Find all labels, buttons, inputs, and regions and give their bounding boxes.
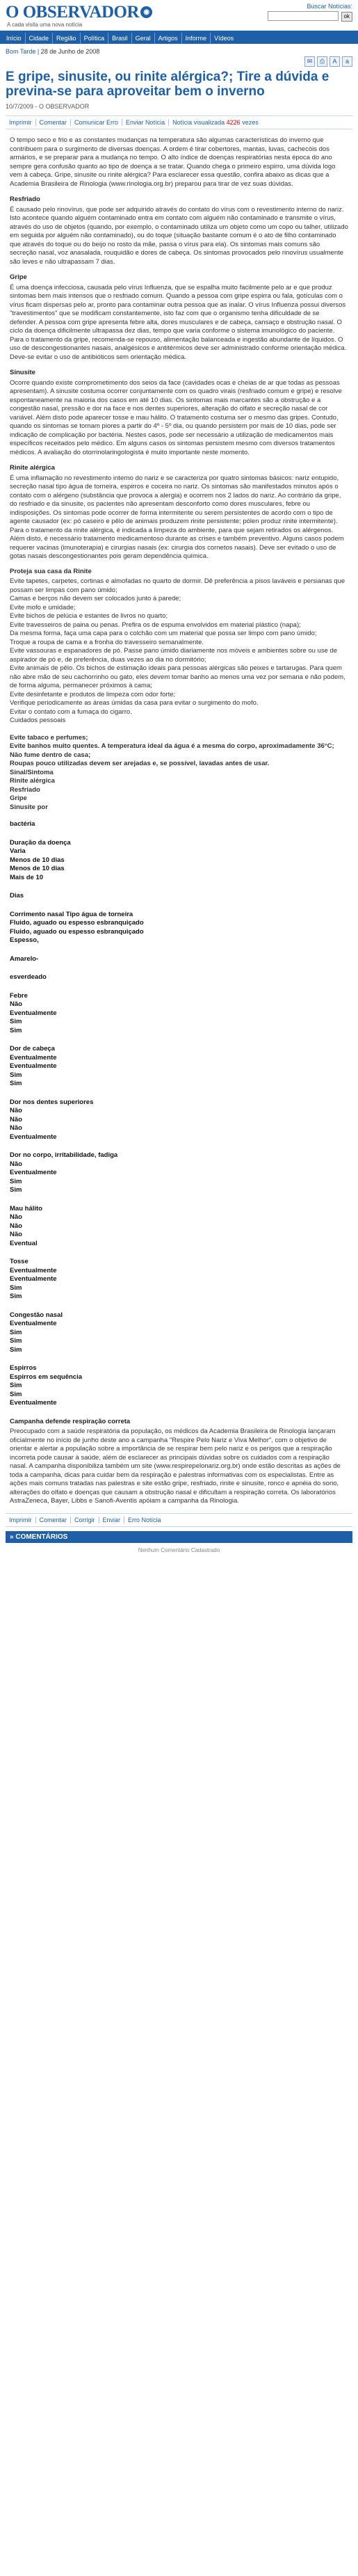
symptom-label: Corrimento nasal Tipo água de torneira [10, 910, 133, 918]
personal-care-item: Sinal/Sintoma [10, 768, 54, 776]
symptom-value: Eventualmente [10, 1169, 57, 1176]
report-error-link[interactable]: Comunicar Erro [71, 119, 122, 126]
symptom-row [10, 820, 348, 829]
protection-item: Evitar o contato com a fumaça do cigarro. [10, 707, 132, 716]
campaign-title: Campanha defende respiração correta [10, 1417, 131, 1425]
symptom-value: Eventualmente [10, 1399, 57, 1407]
symptom-label: Amarelo- [10, 954, 39, 963]
nav-item-geral[interactable]: Geral [132, 33, 155, 44]
font-down-icon[interactable]: a [342, 56, 352, 67]
symptom-label: Mau hálito [10, 1204, 42, 1213]
symptom-value: Eventualmente [10, 1133, 57, 1141]
protection-item: Evite tapetes, carpetes, cortinas e almofadas no quarto de dormir. Dê preferência a pisos laváveis e persianas que possam ser limpas com pano úmido; [10, 577, 345, 594]
nav-item-cidade[interactable]: Cidade [26, 33, 54, 44]
symptom-row [10, 839, 348, 883]
article-tools [0, 56, 358, 67]
protection-item: Evite travesseiros de paina ou penas. Prefira os de espuma envolvidos em material plástico (napa); [10, 621, 301, 629]
symptom-value: Eventualmente [10, 1320, 57, 1327]
symptom-label: Tosse [10, 1258, 29, 1265]
protection-item: Evite desinfetante e produtos de limpeza com odor forte; [10, 690, 176, 698]
font-up-icon[interactable]: A [329, 56, 340, 67]
intro-paragraph: O tempo seco e frio e as constantes mudanças na temperatura são algumas características do inverno que contribuem para o surgimento de diversas doenças. A ordem é tirar cobertores, mantas, luvas, cachecóis dos armários, e se preparar para a mudança no tempo. O alto índice de doenças respiratórias nesta época do ano sempre gera confusão quanto ao tipo de doença a se tratar. Quando chega o primeiro espirro, uma dúvida logo vem à cabeça. Gripe, sinusite ou rinite alérgica? Para esclarecer essa questão, confira abaixo as dicas que a Academia Brasileira de Rinologia (www.rinologia.org.br) preparou para tirar de vez suas dúvidas. [10, 136, 336, 188]
personal-care-item: Não fume dentro de casa; [10, 751, 91, 759]
symptom-value: Sim [10, 1293, 22, 1300]
symptom-row [10, 1098, 348, 1142]
section-text: Ocorre quando existe comprometimento dos seios da face (cavidades ocas e cheias de ar que todas as pessoas apresentam). A sinusite costuma ocorrer conjuntamente com os quadro virais (resfriado comum e gripe) e resolve espontaneamente na maioria dos casos em até 10 dias. Os sintomas mais marcantes são a obstrução e a congestão nasal, pressão e dor na face e nos dentes superiores, alteração do olfato e secreção nasal de cor variável. Além disto pode aparecer tosse e mau hálito. O tratamento costuma ser o mesmo das gripes. Contudo, quando os sintomas se tornam piores a partir do 4º - 5º dia, ou quando persistem por mais de 10 dias, pode ser indicação de complicação por bactéria. Nestes casos, pode ser necessário a utilização de medicamentos mais específicos receitados pelo médico. Em alguns casos os sintomas persistem mesmo com diversos tratamentos médicos. A avaliação do otorrinolaringologista é muito importante neste momento. [10, 378, 342, 456]
personal-care-item: Resfriado [10, 785, 40, 794]
masthead [0, 0, 358, 33]
symptom-value: Eventual [10, 1239, 38, 1247]
breadcrumb-section[interactable]: Bom Tarde [6, 48, 36, 55]
personal-care-item: Roupas pouco utilizadas devem ser arejadas e, se possível, lavadas antes de usar. [10, 760, 270, 767]
symptom-value: Eventualmente [10, 1009, 57, 1017]
symptom-value: Eventualmente [10, 1266, 57, 1274]
symptom-row [10, 992, 348, 1036]
article-body [0, 132, 358, 1506]
protection-item: Cuidados pessoais [10, 717, 66, 724]
read-count: Notícia visualizada 4226 vezes [172, 119, 259, 126]
article-title: E gripe, sinusite, ou rinite alérgica?; Tire a dúvida e previna-se para aproveitar bem o inverno [6, 70, 329, 99]
symptom-value: Sim [10, 1337, 22, 1345]
bottom-print-link[interactable]: Imprimir [6, 1517, 36, 1523]
symptom-value: Menos de 10 dias [10, 856, 65, 864]
symptom-value: Fluido, aguado ou espesso esbranquiçado [10, 927, 144, 936]
personal-care-item: Gripe [10, 794, 27, 802]
symptom-label: Duração da doença [10, 838, 71, 847]
bottom-comment-link[interactable]: Comentar [36, 1517, 72, 1523]
symptom-value: Não [10, 1213, 22, 1221]
symptom-row [10, 1364, 348, 1408]
symptom-label: Dor nos dentes superiores [10, 1098, 94, 1106]
symptom-value: Sim [10, 1345, 22, 1354]
comment-link[interactable]: Comentar [36, 119, 72, 126]
protection-item: Evite vassouras e espanadores de pó. Passe pano úmido diariamente nos móveis e ambientes sobre ou use de aspirador de pó e, de preferência, duas vezes ao dia no dormitório; [10, 647, 338, 664]
symptom-value: Eventualmente [10, 1062, 57, 1070]
symptom-value: Espirros em sequência [10, 1373, 83, 1381]
protection-title: Proteja sua casa da Rinite [10, 567, 92, 575]
nav-item-brasil[interactable]: Brasil [108, 33, 132, 44]
main-nav [0, 33, 358, 44]
protection-item: Evite bichos de pelúcia e estantes de livros no quarto; [10, 612, 168, 620]
print-icon[interactable]: ⎙ [317, 56, 327, 67]
search-button[interactable]: ok [341, 12, 352, 22]
search-input[interactable] [268, 11, 339, 21]
personal-care-item: Rinite alérgica [10, 777, 55, 785]
symptom-value: Mais de 10 [10, 873, 44, 881]
protection-item: Evite animais de pêlo. Os bichos de estimação ideais para pessoas alérgicas são peixes e tartarugas. Para quem não abre mão de seu cachorrinho ou gato, eles devem tomar banho ao menos uma vez por semana e não podem, de forma alguma, permanecer próximos à cama; [10, 664, 345, 689]
protection-item: Evite mofo e umidade; [10, 603, 76, 611]
section-text: É uma inflamação no revestimento interno do nariz e se caracteriza por quatro sintomas básicos: nariz entupido, secreção nasal tipo água de torneira, espirros e coceira no nariz. Os sintomas são manifestados minutos após o contato com o alérgeno (substância que provoca a alergia) e ocorrem nos 2 lados do nariz. Ao contrário da gripe, do resfriado e da sinusite, os pacientes não apresentam desconforto como dores musculares, febre ou indisposições. Os sintomas pode ocorrer de forma intermitente ou serem persistentes de acordo com o tipo de agente causador (ex: pó caseiro e pêlo de animais produzem rinite persistente; pólen produz rinite intermitente). Para o tratamento da rinite alérgica, é indicada a limpeza do ambiente, para que sejam retirados os alérgenos. Além disto, é necessário tratamento medicamentoso durante as crises e também preventivo. Alguns casos podem requerer vacinas (imunoterapia) e cirurgias nasais (ex: cirurgia dos cornetos nasais). Deve ser evitado o uso de gotas nasais descongestionantes pois geram dependência química. [10, 474, 344, 560]
symptom-value: Não [10, 1107, 22, 1114]
nav-item-politica[interactable]: Política [81, 33, 109, 44]
personal-care-list [10, 734, 348, 813]
section-text: É uma doença infecciosa, causada pelo vírus Influenza, que se espalha muito facilmente pelo ar e que produz sintomas bem mais intensos que o resfriado comum. Quando a pessoa com gripe espirra ou fala, gotículas com o vírus ficam dispersas pelo ar, pronto para contaminar outra pessoa que as inalar. O vírus Influenza possui diversos "travestimentos" que se modificam constantemente, isto faz com que o organismo tenha dificuldade de se defender. A pessoa com gripe apresenta febre alta, dores musculares e de cabeça, cansaço e obstrução nasal. O ciclo da doença dificilmente ultrapassa dez dias, tempo que varia conforme o sistema imunológico do paciente. Para o tratamento da gripe, recomenda-se repouso, alimentação balanceada e ingestão abundante de líquidos. O uso de descongestionantes nasais, analgésicos e antitérmicos deve ser administrado conforme orientação médica. Deve-se evitar o uso de antibióticos sem orientação médica. [10, 283, 347, 361]
protection-item: Camas e berços não devem ser colocados junto à parede; [10, 595, 181, 602]
site-slogan: A cada visita uma nova notícia [7, 22, 83, 28]
symptom-label: Dor de cabeça [10, 1045, 55, 1053]
symptom-label: Dor no corpo, irritabilidade, fadiga [10, 1151, 118, 1159]
symptom-value: Não [10, 1231, 22, 1238]
symptom-value: Sim [10, 1283, 22, 1292]
nav-item-videos[interactable]: Vídeos [214, 35, 234, 42]
nav-item-artigos[interactable]: Artigos [155, 33, 182, 44]
protection-item: Da mesma forma, faça uma capa para o colchão com um material que possa ser limpo com pano úmido; [10, 630, 317, 637]
breadcrumb-date: 28 de Junho de 2008 [40, 48, 100, 55]
personal-care-item: Evite banhos muito quentes. A temperatura ideal da água é a mesma do corpo, aproximadamente 36°C; [10, 742, 334, 750]
site-logo[interactable]: O OBSERVADOR ◉ [6, 3, 152, 22]
bottom-action-bar [6, 1513, 352, 1527]
symptom-value: Não [10, 1000, 22, 1008]
symptom-value: Sim [10, 1071, 22, 1079]
bottom-send-link[interactable]: Enviar [99, 1517, 125, 1523]
symptom-value: Sim [10, 1026, 22, 1034]
nav-item-informe[interactable]: Informe [182, 33, 211, 44]
symptom-label: Congestão nasal [10, 1311, 63, 1319]
symptom-table [10, 820, 348, 1408]
logo-globe-icon: ◉ [140, 6, 152, 18]
breadcrumb: Bom Tarde | 28 de Junho de 2008 [6, 48, 100, 55]
symptom-row [10, 1045, 348, 1089]
nav-item-inicio[interactable]: Início [3, 33, 26, 44]
symptom-value: Varia [10, 847, 26, 855]
symptom-row [10, 911, 348, 945]
protection-item: Troque a roupa de cama e a fronha do travesseiro semanalmente. [10, 638, 204, 646]
read-count-number: 4226 [226, 119, 241, 126]
symptom-row [10, 1205, 348, 1249]
nav-item-regiao[interactable]: Região [53, 33, 81, 44]
symptom-value: Sim [10, 1018, 22, 1025]
symptom-value: Sim [10, 1390, 22, 1398]
symptom-label: Febre [10, 991, 28, 1000]
personal-care-item: Sinusite por [10, 803, 48, 811]
no-comments-text: Nenhum Comentário Cadastrado [138, 1546, 220, 1553]
campaign-text: Preocupado com a saúde respiratória da população, os médicos da Academia Brasileira de Rinologia lançaram oficialmente no início de junho deste ano a campanha "Respire Pelo Nariz e Viva Melhor", com o objetivo de orientar e alertar a população sobre a importância de se respirar bem pelo nariz e os perigos que a respiração incorreta pode causar à saúde, além de esclarecer as principais dúvidas sobre os cuidados com a respiração nasal. A campanha disponibiliza também um site (www.respirepelonariz.org.br) onde estão descritas as ações de toda a campanha, dicas para cuidar bem da respiração e palestras informativas com os especialistas. Entre as ações mais comuns tratadas nas palestras e site estão gripe, resfriado, rinite e sinusite, ronco e apnéia do sono, alterações do olfato e doenças que causam a obstrução nasal e dificultam a respiração correta. Os laboratórios AstraZeneca, Bayer, Libbs e Sanofi-Aventis apóiam a campanha da Rinologia. [10, 1427, 341, 1505]
symptom-value: Sim [10, 1186, 22, 1194]
personal-care-item: Evite tabaco e perfumes; [10, 733, 88, 742]
article-action-bar [6, 115, 352, 129]
symptom-value: Não [10, 1115, 22, 1123]
symptom-label: Dias [10, 892, 24, 899]
section-title: Sinusite [10, 369, 35, 376]
symptom-row [10, 892, 348, 901]
email-icon[interactable]: ✉ [304, 56, 315, 67]
search-label: Buscar Notícias: [307, 3, 352, 10]
symptom-label: Espirros [10, 1364, 37, 1372]
symptom-row [10, 1151, 348, 1195]
symptom-value: Sim [10, 1382, 22, 1389]
send-news-link[interactable]: Enviar Notícia [122, 119, 169, 126]
symptom-value: Eventualmente [10, 1053, 57, 1062]
symptom-value: Eventualmente [10, 1275, 57, 1283]
bottom-error-link[interactable]: Erro Notícia [128, 1516, 161, 1523]
symptom-value: Não [10, 1160, 22, 1168]
symptom-value: Não [10, 1124, 22, 1132]
section-title: Resfriado [10, 195, 40, 203]
symptom-value: Fluido, aguado ou espesso esbranquiçado [10, 919, 144, 927]
symptom-row [10, 1311, 348, 1355]
symptom-value: Sim [10, 1080, 22, 1087]
symptom-row [10, 973, 348, 982]
print-link[interactable]: Imprimir [6, 119, 36, 126]
symptom-value: Menos de 10 dias [10, 865, 65, 872]
protection-list [10, 577, 348, 726]
symptom-value: Não [10, 1222, 22, 1230]
symptom-label: esverdeado [10, 973, 47, 981]
symptom-value: Sim [10, 1328, 22, 1336]
symptom-label: bactéria [10, 820, 35, 828]
symptom-value: Sim [10, 1177, 22, 1185]
comments-header: » COMENTÁRIOS [6, 1531, 352, 1543]
symptom-row [10, 1258, 348, 1302]
section-text: É causado pelo rinovírus, que pode ser adquirido através do contato do vírus com o revestimento interno do nariz. Isto acontece quando alguém contaminado entra em contato com alguém não contaminado e transmite o vírus, através do uso de objetos (quando, por exemplo, o contaminado utiliza um objeto como um copo ou talher, utilizado em seguida por alguém não contaminado), ou do toque (situação bastante comum é o ato de filho contaminado que através do toque ou do beijo no rosto da mãe, passa o vírus para ela). Os sintomas mais comuns são secreção nasal, voz anasalada, rouquidão e dores de cabeça. Os sintomas provocados pelo rinovírus usualmente são leves e não ultrapassam 7 dias. [10, 205, 348, 266]
symptom-row [10, 955, 348, 964]
bottom-correct-link[interactable]: Corrigir [71, 1517, 99, 1523]
section-title: Gripe [10, 273, 27, 281]
symptom-value: Espesso, [10, 936, 39, 944]
search-box [268, 3, 352, 22]
article-date: 10/7/2009 - O OBSERVADOR [6, 103, 90, 110]
protection-item: Verifique periodicamente as áreas úmidas da casa para evitar o surgimento do mofo. [10, 699, 259, 707]
section-title: Rinite alérgica [10, 464, 55, 472]
